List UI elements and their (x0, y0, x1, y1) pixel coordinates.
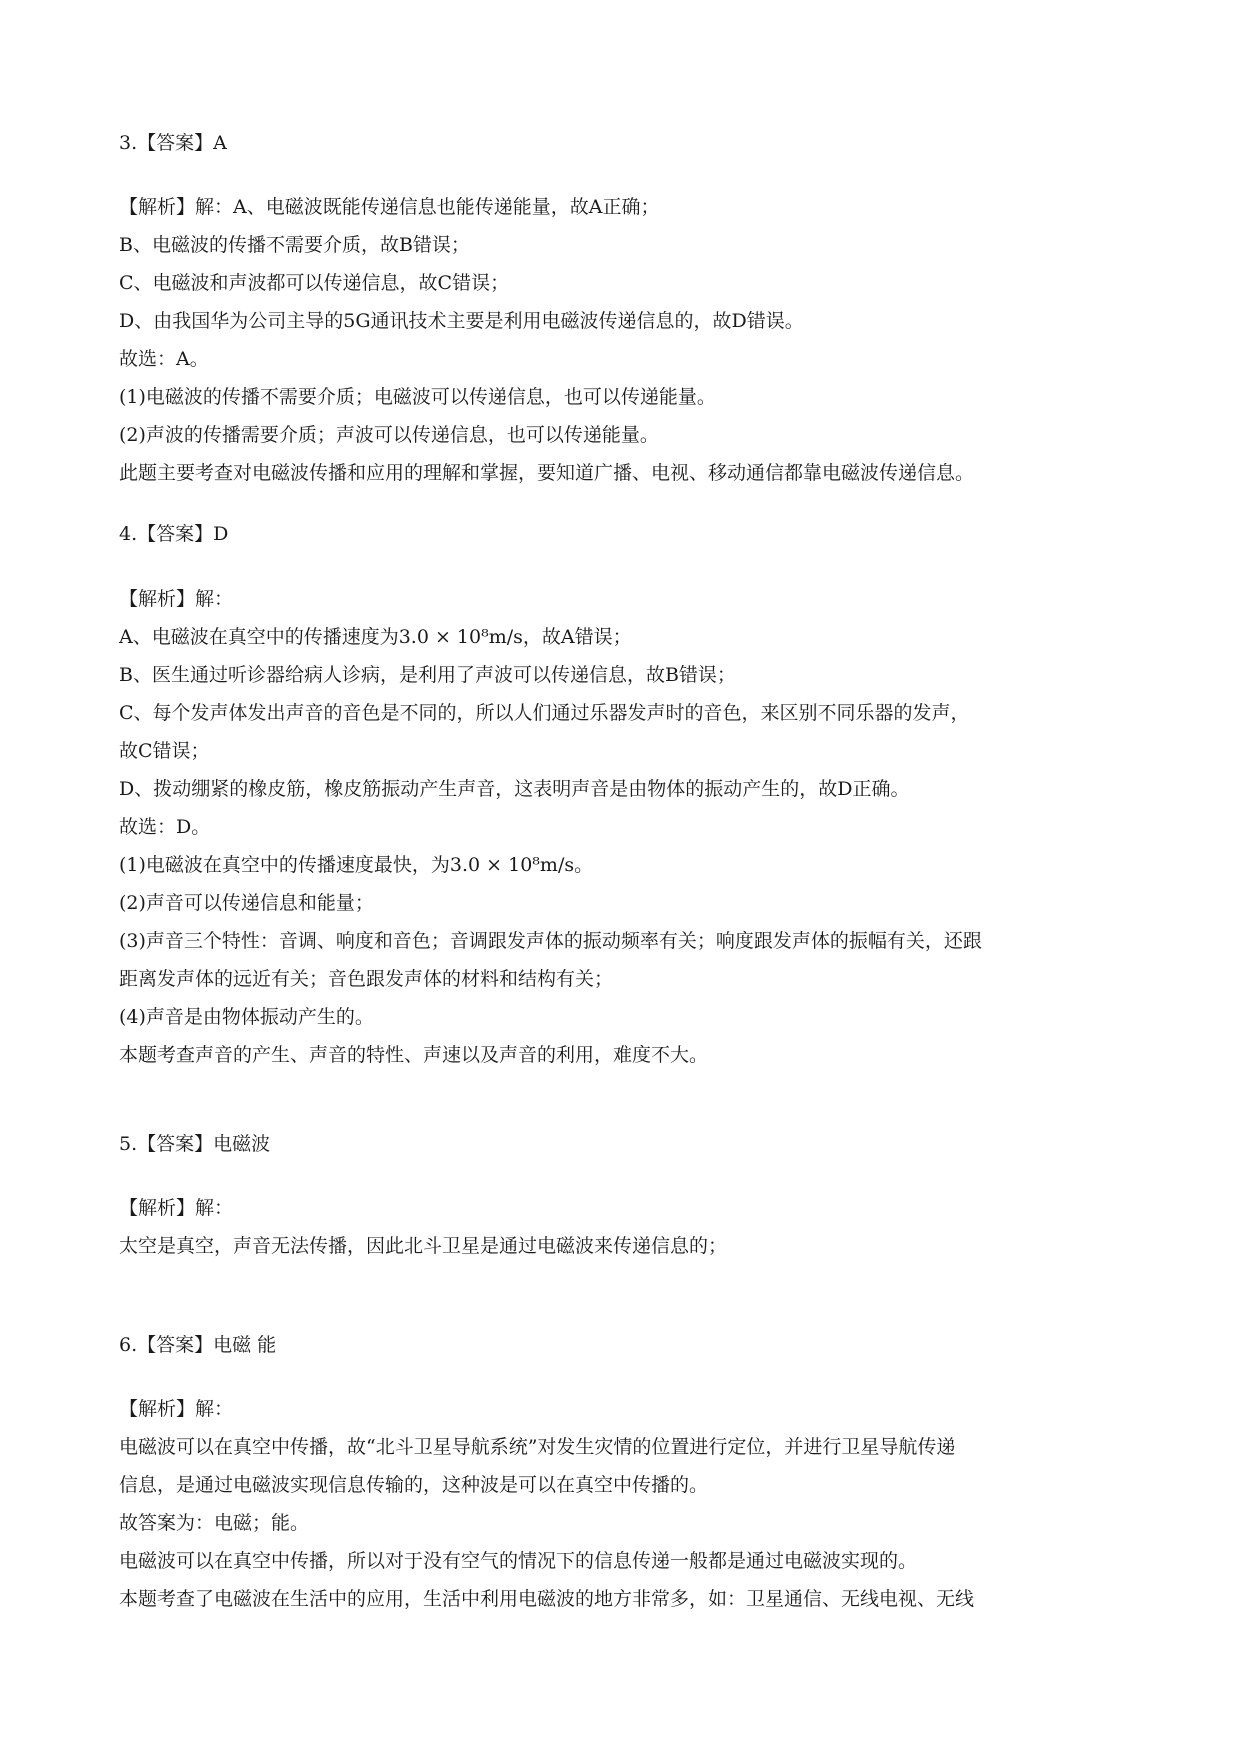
q4-line: C、每个发声体发出声音的音色是不同的，所以人们通过乐器发声时的音色，来区别不同乐器的发声， (119, 702, 970, 724)
q6-line: 故答案为：电磁；能。 (119, 1512, 310, 1534)
q6-line: 本题考查了电磁波在生活中的应用，生活中利用电磁波的地方非常多，如：卫星通信、无线电视、无线 (119, 1588, 975, 1610)
q6-line: 电磁波可以在真空中传播，故“北斗卫星导航系统”对发生灾情的位置进行定位，并进行卫星导航传递 (119, 1436, 956, 1458)
q4-line: D、拨动绷紧的橡皮筋，橡皮筋振动产生声音，这表明声音是由物体的振动产生的，故D正确。 (119, 778, 910, 800)
q3-line: B、电磁波的传播不需要介质，故B错误； (119, 234, 470, 256)
q4-line: (3)声音三个特性：音调、响度和音色；音调跟发声体的振动频率有关；响度跟发声体的振幅有关，还跟 (119, 930, 982, 952)
q3-answer: 3.【答案】A (119, 132, 227, 154)
q3-line: (2)声波的传播需要介质；声波可以传递信息，也可以传递能量。 (119, 424, 659, 446)
q6-line: 电磁波可以在真空中传播，所以对于没有空气的情况下的信息传递一般都是通过电磁波实现的。 (119, 1550, 918, 1572)
q3-line: (1)电磁波的传播不需要介质；电磁波可以传递信息，也可以传递能量。 (119, 386, 716, 408)
q6-answer: 6.【答案】电磁 能 (119, 1334, 277, 1356)
q4-line: A、电磁波在真空中的传播速度为3.0 × 10⁸m/s，故A错误； (119, 626, 632, 648)
q4-answer: 4.【答案】D (119, 523, 229, 545)
q4-line: 故选：D。 (119, 816, 211, 838)
q3-line: 此题主要考查对电磁波传播和应用的理解和掌握，要知道广播、电视、移动通信都靠电磁波传递信息。 (119, 462, 975, 484)
q6-line: 【解析】解： (119, 1398, 234, 1420)
q4-line: (4)声音是由物体振动产生的。 (119, 1006, 374, 1028)
q5-answer: 5.【答案】电磁波 (119, 1133, 271, 1155)
q4-line: B、医生通过听诊器给病人诊病，是利用了声波可以传递信息，故B错误； (119, 664, 736, 686)
q5-line: 【解析】解： (119, 1197, 234, 1219)
q4-line: 本题考查声音的产生、声音的特性、声速以及声音的利用，难度不大。 (119, 1044, 709, 1066)
q3-line: 【解析】解：A、电磁波既能传递信息也能传递能量，故A正确； (119, 196, 660, 218)
q6-line: 信息，是通过电磁波实现信息传输的，这种波是可以在真空中传播的。 (119, 1474, 709, 1496)
q4-line: 距离发声体的远近有关；音色跟发声体的材料和结构有关； (119, 968, 614, 990)
q3-line: 故选：A。 (119, 348, 209, 370)
q4-line: (2)声音可以传递信息和能量； (119, 892, 374, 914)
q4-line: (1)电磁波在真空中的传播速度最快，为3.0 × 10⁸m/s。 (119, 854, 594, 876)
q4-line: 故C错误； (119, 740, 210, 762)
q4-line: 【解析】解： (119, 588, 234, 610)
q3-line: C、电磁波和声波都可以传递信息，故C错误； (119, 272, 510, 294)
q3-line: D、由我国华为公司主导的5G通讯技术主要是利用电磁波传递信息的，故D错误。 (119, 310, 804, 332)
q5-line: 太空是真空，声音无法传播，因此北斗卫星是通过电磁波来传递信息的； (119, 1235, 728, 1257)
